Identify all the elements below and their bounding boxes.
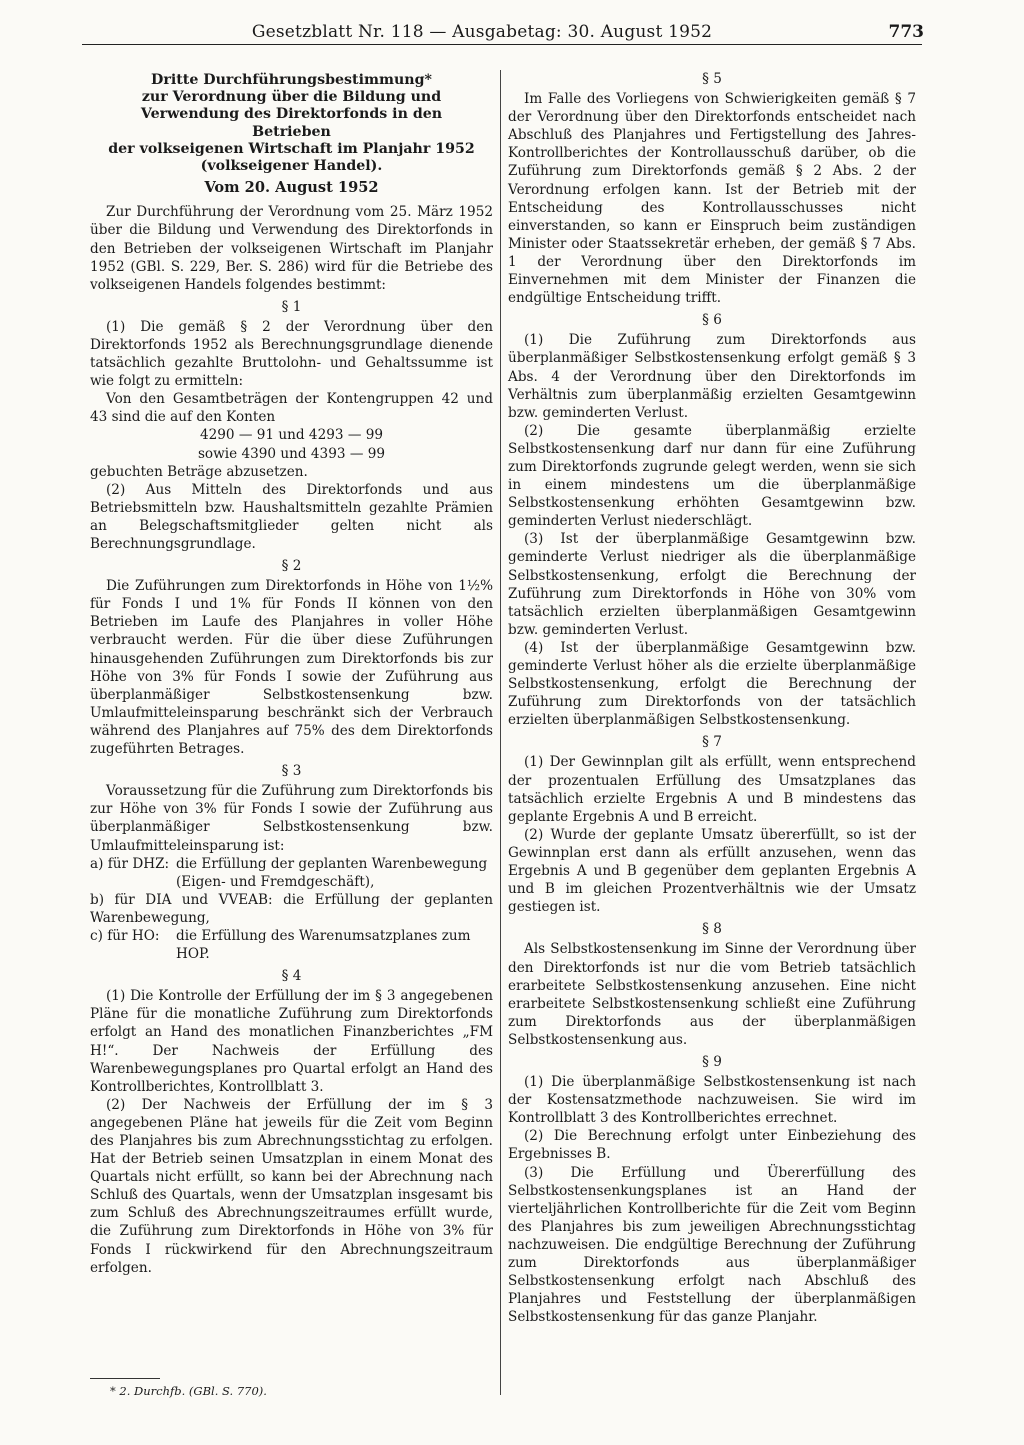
paragraph: (2) Die gesamte überplanmäßig erzielte Selbstkostensenkung darf nur dann für eine Zuführung zum Direktorfonds zugrunde gelegt werden, wenn sie sich in einem mindestens um die überplanmäßige Selbstkostensenkung erhöhten Gesamtgewinn bzw. geminderten Verlust niederschlägt. xyxy=(508,422,916,530)
section-heading-5: § 5 xyxy=(702,71,722,87)
regulation-date: Vom 20. August 1952 xyxy=(204,179,379,197)
list-item xyxy=(90,855,493,891)
footnote-rule xyxy=(90,1378,160,1379)
paragraph: Voraussetzung für die Zuführung zum Direktorfonds bis zur Höhe von 3% für Fonds I sowie der Zuführung aus überplanmäßiger Selbstkostensenkung bzw. Umlaufmitteleinsparung ist: xyxy=(90,783,493,854)
paragraph: Die Zuführungen zum Direktorfonds in Höhe von 1½% für Fonds I und 1% für Fonds II können von den Betrieben im Laufe des Planjahres in voller Höhe verbraucht werden. Für die über diese Zuführungen hinausgehenden Zuführungen zum Direktorfonds bis zur Höhe von 3% für Fonds I sowie der Zuführung aus überplanmäßiger Selbstkostensenkung bzw. Umlaufmitteleinsparung beschränkt sich der Verbrauch während des Planjahres auf 75% des dem Direktorfonds zugeführten Betrages. xyxy=(90,578,493,758)
regulation-title xyxy=(100,72,483,175)
paragraph: (1) Die Zuführung zum Direktorfonds aus überplanmäßiger Selbstkostensenkung erfolgt gemäß § 3 Abs. 4 der Verordnung über den Direktorfonds im Verhältnis zum überplanmäßig erzielten Gesamtgewinn bzw. geminderten Verlust. xyxy=(508,332,916,421)
page-header xyxy=(0,22,1024,52)
title-line: Dritte Durchführungsbestimmung* xyxy=(151,72,432,88)
section-heading-9: § 9 xyxy=(702,1053,722,1070)
paragraph: (1) Der Gewinnplan gilt als erfüllt, wenn entsprechend der prozentualen Erfüllung des Umsatzplanes das tatsächlich erzielte Ergebnis A und B mindestens das geplante Ergebnis A und B erreicht. xyxy=(508,754,916,825)
left-column xyxy=(90,70,493,1277)
list-text: die Erfüllung der geplanten Warenbewegung (Eigen- und Fremdgeschäft), xyxy=(176,855,488,890)
paragraph: Als Selbstkostensenkung im Sinne der Verordnung über den Direktorfonds ist nur die vom Betrieb tatsächlich erarbeitete Selbstkostensenkung anzusehen. Eine nicht erarbeitete Selbstkostensenkung schließt eine Zuführung zum Direktorfonds aus der überplanmäßigen Selbstkostensenkung aus. xyxy=(508,941,916,1048)
paragraph: gebuchten Beträge abzusetzen. xyxy=(90,463,308,480)
section-heading-1: § 1 xyxy=(281,298,302,315)
header-rule xyxy=(82,44,922,45)
account-numbers: sowie 4390 und 4393 — 99 xyxy=(197,445,386,462)
paragraph: (3) Ist der überplanmäßige Gesamtgewinn bzw. geminderte Verlust niedriger als die überplanmäßige Selbstkostensenkung, erfolgt die Berechnung der Zuführung zum Direktorfonds in Höhe von 30% vom tatsächlich erzielten überplanmäßigen Gesamtgewinn bzw. geminderten Verlust. xyxy=(508,531,916,638)
paragraph: (4) Ist der überplanmäßige Gesamtgewinn bzw. geminderte Verlust höher als die erzielte überplanmäßige Selbstkostensenkung, erfolgt die Berechnung der Zuführung zum Direktorfonds von der tatsächlich erzielten überplanmäßigen Selbstkostensenkung. xyxy=(508,639,916,729)
paragraph: (1) Die Kontrolle der Erfüllung der im § 3 angegebenen Pläne für die monatliche Zuführung zum Direktorfonds erfolgt an Hand des monatlichen Finanzberichtes „FM H!“. Der Nachweis der Erfüllung des Warenbewegungsplanes pro Quartal erfolgt an Hand des Kontrollberichtes, Kontrollblatt 3. xyxy=(90,988,493,1095)
gazette-title: Gesetzblatt Nr. 118 — Ausgabetag: 30. August 1952 xyxy=(251,22,713,42)
list-item: b) für DIA und VVEAB: die Erfüllung der geplanten Warenbewegung, xyxy=(90,891,493,926)
section-heading-7: § 7 xyxy=(702,734,722,751)
paragraph: Im Falle des Vorliegens von Schwierigkeiten gemäß § 7 der Verordnung über den Direktorfonds entscheidet nach Abschluß des Planjahres und Fertigstellung des Jahres-Kontrollberichtes der Kontrollausschuß darüber, ob die Zuführung zum Direktorfonds gemäß § 2 Abs. 2 der Verordnung erfolgen kann. Ist der Betrieb mit der Entscheidung des Kontrollausschusses nicht einverstanden, so kann er Einspruch beim zuständigen Minister oder Staatssekretär erheben, der gemäß § 7 Abs. 1 der Verordnung über den Direktorfonds im Einvernehmen mit dem Minister der Finanzen die endgültige Entscheidung trifft. xyxy=(508,91,916,307)
paragraph: (1) Die überplanmäßige Selbstkostensenkung ist nach der Kostensatzmethode nachzuweisen. Sie wird im Kontrollblatt 3 des Kontrollberichtes errechnet. xyxy=(508,1074,916,1127)
paragraph: (2) Die Berechnung erfolgt unter Einbeziehung des Ergebnisses B. xyxy=(508,1128,916,1163)
right-column xyxy=(508,70,916,1326)
list-item xyxy=(90,927,493,963)
list-text: die Erfüllung des Warenumsatzplanes zum HOP. xyxy=(176,927,471,963)
footnote: * 2. Durchfb. (GBl. S. 770). xyxy=(110,1384,267,1398)
section-heading-4: § 4 xyxy=(281,968,302,985)
page-number: 773 xyxy=(888,22,924,42)
title-line: der volkseigenen Wirtschaft im Planjahr 1952 xyxy=(108,140,475,157)
column-divider xyxy=(500,70,501,1395)
title-line: zur Verordnung über die Bildung und xyxy=(141,89,442,106)
paragraph: (2) Wurde der geplante Umsatz übererfüllt, so ist der Gewinnplan erst dann als erfüllt anzusehen, wenn das Ergebnis A und B gegenüber dem geplanten Ergebnis A und B im gleichen Prozentverhältnis wie der Umsatz gestiegen ist. xyxy=(508,826,916,916)
section-heading-6: § 6 xyxy=(702,312,722,329)
paragraph: (1) Die gemäß § 2 der Verordnung über den Direktorfonds 1952 als Berechnungsgrundlage dienende tatsächlich gezahlte Bruttolohn- und Gehaltssumme ist wie folgt zu ermitteln: xyxy=(90,318,493,390)
paragraph: (2) Aus Mitteln des Direktorfonds und aus Betriebsmitteln bzw. Haushaltsmitteln gezahlte Prämien an Belegschaftsmitglieder gelten nicht als Berechnungsgrundlage. xyxy=(90,481,493,552)
account-numbers: 4290 — 91 und 4293 — 99 xyxy=(199,427,384,444)
paragraph: Von den Gesamtbeträgen der Kontengruppen 42 und 43 sind die auf den Konten xyxy=(90,391,493,426)
list-label: a) für DHZ: xyxy=(90,855,170,872)
section-heading-2: § 2 xyxy=(281,558,302,575)
list-label: c) für HO: xyxy=(90,927,160,944)
section-heading-8: § 8 xyxy=(702,921,722,938)
title-line: (volkseigener Handel). xyxy=(200,158,383,175)
intro-paragraph: Zur Durchführung der Verordnung vom 25. März 1952 über die Bildung und Verwendung des Direktorfonds in den Betrieben der volkseigenen Wirtschaft im Planjahr 1952 (GBl. S. 229, Ber. S. 286) wird für die Betriebe des volkseigenen Handels folgendes bestimmt: xyxy=(90,204,493,293)
paragraph: (3) Die Erfüllung und Übererfüllung des Selbstkostensenkungsplanes ist an Hand der vierteljährlichen Kontrollberichte für die Zeit vom Beginn des Planjahres bis zum jeweiligen Abrechnungsstichtag nachzuweisen. Die endgültige Berechnung der Zuführung zum Direktorfonds aus überplanmäßiger Selbstkostensenkung erfolgt nach Abschluß des Planjahres und Feststellung der überplanmäßigen Selbstkostensenkung für das ganze Planjahr. xyxy=(508,1164,916,1326)
paragraph: (2) Der Nachweis der Erfüllung der im § 3 angegebenen Pläne hat jeweils für die Zeit vom Beginn des Planjahres bis zum Abrechnungsstichtag zu erfolgen. Hat der Betrieb seinen Umsatzplan in einem Monat des Quartals nicht erfüllt, so kann bei der Abrechnung nach Schluß des Quartals, wenn der Umsatzplan insgesamt bis zum Schluß des Abrechnungszeitraumes erfüllt wurde, die Zuführung zum Direktorfonds in Höhe von 3% für Fonds I rückwirkend für den Abrechnungszeitraum erfolgen. xyxy=(90,1096,493,1276)
title-line: Verwendung des Direktorfonds in den Betrieben xyxy=(140,106,443,140)
section-heading-3: § 3 xyxy=(281,763,302,780)
